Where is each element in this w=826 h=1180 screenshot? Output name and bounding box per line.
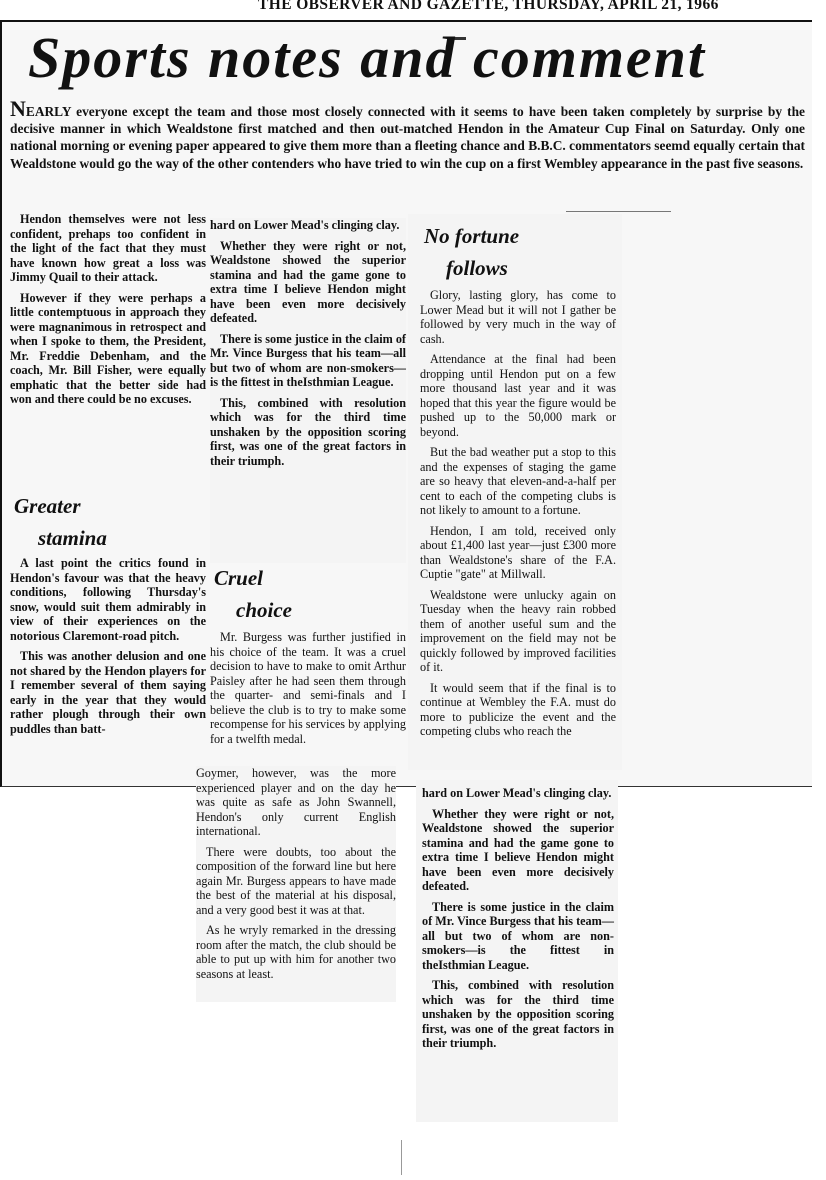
col4-paragraph: There is some justice in the claim of Mr. Vince Burgess that his team—all but two of whom are non-smokers—is the fittest in theIsthmian League. [422,899,614,972]
intro-rule [566,211,671,212]
subhead-greater: Greater [14,494,81,518]
col4-paragraph: hard on Lower Mead's clinging clay. [422,786,612,800]
column-1-lower [10,556,206,742]
col3-paragraph: But the bad weather put a stop to this and the expenses of staging the game are so heavy that eleven-and-a-half per cent to each of the competing clubs is not likely to amount to a fortune. [420,445,616,517]
subhead-stamina: stamina [38,526,107,550]
col3-paragraph: Glory, lasting glory, has come to Lower Mead but it will not I gather be followed by very much in the way of cash. [420,288,616,346]
col4-paragraph: Whether they were right or not, Wealdstone showed the superior stamina and had the game gone to extra time I believe Hendon might have been even more decisively defeated. [422,806,614,893]
column-2 [210,218,406,563]
col2-paragraph: Goymer, however, was the more experienced player and on the day he was quite as safe as John Swannell, Hendon's only current English international. [196,766,396,838]
intro-text: EARLY everyone except the team and those most closely connected with it seems to have been taken completely by surprise by the decisive manner in which Wealdstone first matched and then out-matched Hendon in the Amateur Cup Final on Saturday. Only one national morning or evening paper appeared to give them more than a fleeting chance and B.B.C. commentators seemd equally certain that Wealdstone would go the way of the other contenders who have tried to win the cup on a first Wembley appearance in the past five seasons. [10,104,805,171]
col3-paragraph: Hendon, I am told, received only about £1,400 last year—just £300 more than Wealdstone's share of the F.A. Cuptie "gate" at Millwall. [420,523,616,581]
column-2-continued [196,766,396,1002]
col2-paragraph: hard on Lower Mead's clinging clay. [210,218,400,232]
column-1 [10,212,206,413]
col2-paragraph: There is some justice in the claim of Mr. Vince Burgess that his team—all but two of whom are non-smokers—is the fittest in theIsthmian League. [210,331,406,389]
column-4 [416,780,618,1122]
subhead-no-fortune: No fortune [424,224,520,248]
col1-paragraph: However if they were perhaps a little contemptuous in approach they were magnanimous in retrospect and when I spoke to them, the President, Mr. Freddie Debenham, and the coach, Mr. Bill Fisher, were equally emphatic that the better side had won and there could be no excuses. [10,290,206,406]
intro-dropcap: N [10,96,26,121]
col2-paragraph: This, combined with resolution which was for the third time unshaken by the opposition scoring first, was one of the great factors in their triumph. [210,395,406,468]
intro-paragraph [10,96,805,172]
col2-paragraph: Whether they were right or not, Wealdstone showed the superior stamina and had the game gone to extra time I believe Hendon might have been even more decisively defeated. [210,238,406,325]
subhead-cruel: Cruel [214,566,264,590]
col1-paragraph: This was another delusion and one not shared by the Hendon players for I remember several of them saying early in the year that they would rather plough through their own puddles than batt- [10,649,206,736]
column-3 [420,288,616,745]
col2-paragraph: As he wryly remarked in the dressing room after the match, the club should be able to put up with him for another two seasons at least. [196,923,396,981]
col1-paragraph: A last point the critics found in Hendon's favour was that the heavy conditions, following Thursday's snow, would suit them admirably in view of their experiences on the notorious Claremont-road pitch. [10,556,206,643]
col3-paragraph: It would seem that if the final is to continue at Wembley the F.A. must do more to publicize the event and the competing clubs who reach the [420,680,616,738]
headline: Sports notes and comment [28,25,707,90]
column-divider [401,1140,402,1175]
col3-paragraph: Wealdstone were unlucky again on Tuesday when the heavy rain robbed them of another useful sum and the improvement on the field may not be quickly followed by improved facilities of it. [420,587,616,674]
masthead: THE OBSERVER AND GAZETTE, THURSDAY, APRIL 21, 1966 [258,0,719,13]
col1-paragraph: Hendon themselves were not less confident, prehaps too confident in the light of the fact that they must have known how great a loss was Jimmy Quail to their attack. [10,212,206,284]
subhead-follows: follows [446,256,508,280]
col2-paragraph: There were doubts, too about the composition of the forward line but here again Mr. Burgess appears to have made the best of the material at his disposal, and a very good best it was at that. [196,844,396,917]
subhead-choice: choice [236,598,292,622]
column-2-lower [210,630,406,752]
col3-paragraph: Attendance at the final had been dropping until Hendon put on a few more thousand last year and it was hoped that this year the figure would be pushed up to the 50,000 mark or beyond. [420,352,616,439]
col2-paragraph: Mr. Burgess was further justified in his choice of the team. It was a cruel decision to have to make to omit Arthur Paisley after he had seen them through the quarter- and semi-finals and I believe the club is to try to make some recompense for his services by applying for a twelfth medal. [210,630,406,746]
col4-paragraph: This, combined with resolution which was for the third time unshaken by the opposition scoring first, was one of the great factors in their triumph. [422,978,614,1050]
